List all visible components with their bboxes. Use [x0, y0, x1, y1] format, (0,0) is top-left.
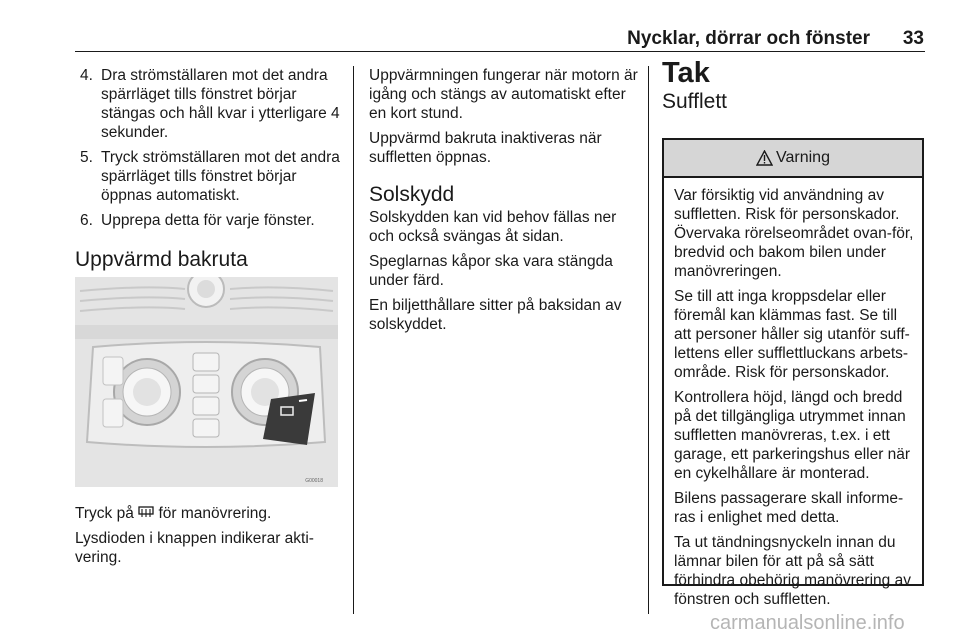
section-heading-roof: Tak — [662, 57, 710, 89]
warning-paragraph: Kontrollera höjd, längd och bredd på det tillgängliga utrymmet innan suffletten manövreras, t.ex. i ett garage, ett parkeringshus eller när en cykelhållare är monterad. — [674, 389, 911, 482]
right-column-headings — [662, 57, 924, 113]
section-heading-sunvisor: Solskydd — [369, 183, 455, 206]
warning-header — [664, 140, 922, 178]
section-heading-heated-rear-window: Uppvärmd bakruta — [75, 248, 248, 271]
steps-list — [75, 66, 343, 230]
warning-triangle-icon — [756, 150, 773, 166]
column-divider-1 — [353, 66, 354, 614]
step-item — [75, 148, 343, 205]
middle-column — [369, 66, 639, 340]
warning-paragraph: Bilens passagerare skall informe-ras i enlighet med detta. — [674, 490, 904, 526]
sunvisor-paragraph-3: En biljetthållare sitter på baksidan av solskyddet. — [369, 297, 622, 333]
step-item — [75, 66, 343, 142]
step-text: Upprepa detta för varje fönster. — [101, 212, 315, 229]
sunvisor-paragraph-1: Solskydden kan vid behov fällas ner och också svängas åt sidan. — [369, 209, 617, 245]
step-text: Dra strömställaren mot det andra spärrläget tills fönstret börjar stängas och håll kvar i ytterligare 4 sekunder. — [101, 67, 340, 141]
deactivation-paragraph: Uppvärmd bakruta inaktiveras när suffletten öppnas. — [369, 130, 602, 166]
step-item — [75, 211, 343, 230]
subsection-heading-soft-top: Sufflett — [662, 90, 727, 113]
step-text: Tryck strömställaren mot det andra spärrläget tills fönstret börjar öppnas automatiskt. — [101, 149, 340, 204]
led-paragraph: Lysdioden i knappen indikerar akti-vering. — [75, 530, 314, 566]
left-column — [75, 66, 343, 269]
page-number: 33 — [902, 28, 924, 49]
warning-title: Varning — [776, 149, 830, 166]
column-divider-2 — [648, 66, 649, 614]
heating-paragraph: Uppvärmningen fungerar när motorn är igång och stängs av automatiskt efter en kort stund. — [369, 67, 638, 122]
left-column-bottom — [75, 504, 343, 573]
caption-before: Tryck på — [75, 505, 134, 522]
warning-paragraph: Ta ut tändningsnyckeln innan du lämnar bilen för att på så sätt förhindra obehörig manövrering av fönstren och suffletten. — [674, 534, 911, 608]
warning-body — [664, 178, 922, 609]
warning-paragraph: Se till att inga kroppsdelar eller föremål kan klämmas fast. Se till att personer håller sig utanför suff-lettens eller sufflettluckans arbets-område. Risk för personskador. — [674, 288, 910, 381]
warning-paragraph: Var försiktig vid användning av suffletten. Risk för personskador. Övervaka rörelseområdet ovan-för, bredvid och bakom bilen under manövreringen. — [674, 187, 914, 280]
watermark: carmanualsonline.info — [710, 612, 905, 634]
sunvisor-paragraph-2: Speglarnas kåpor ska vara stängda under färd. — [369, 253, 613, 289]
image-code-label: G00018 — [305, 478, 323, 484]
step-number: 4. — [80, 67, 93, 84]
caption-paragraph — [75, 504, 343, 523]
page-header-title: Nycklar, dörrar och fönster — [627, 28, 870, 49]
step-number: 6. — [80, 212, 93, 229]
header-rule — [75, 51, 925, 52]
caption-after: för manövrering. — [158, 505, 272, 522]
climate-panel-photo — [75, 277, 338, 487]
warning-box — [662, 138, 924, 608]
step-number: 5. — [80, 149, 93, 166]
heated-rear-window-icon — [138, 506, 154, 520]
